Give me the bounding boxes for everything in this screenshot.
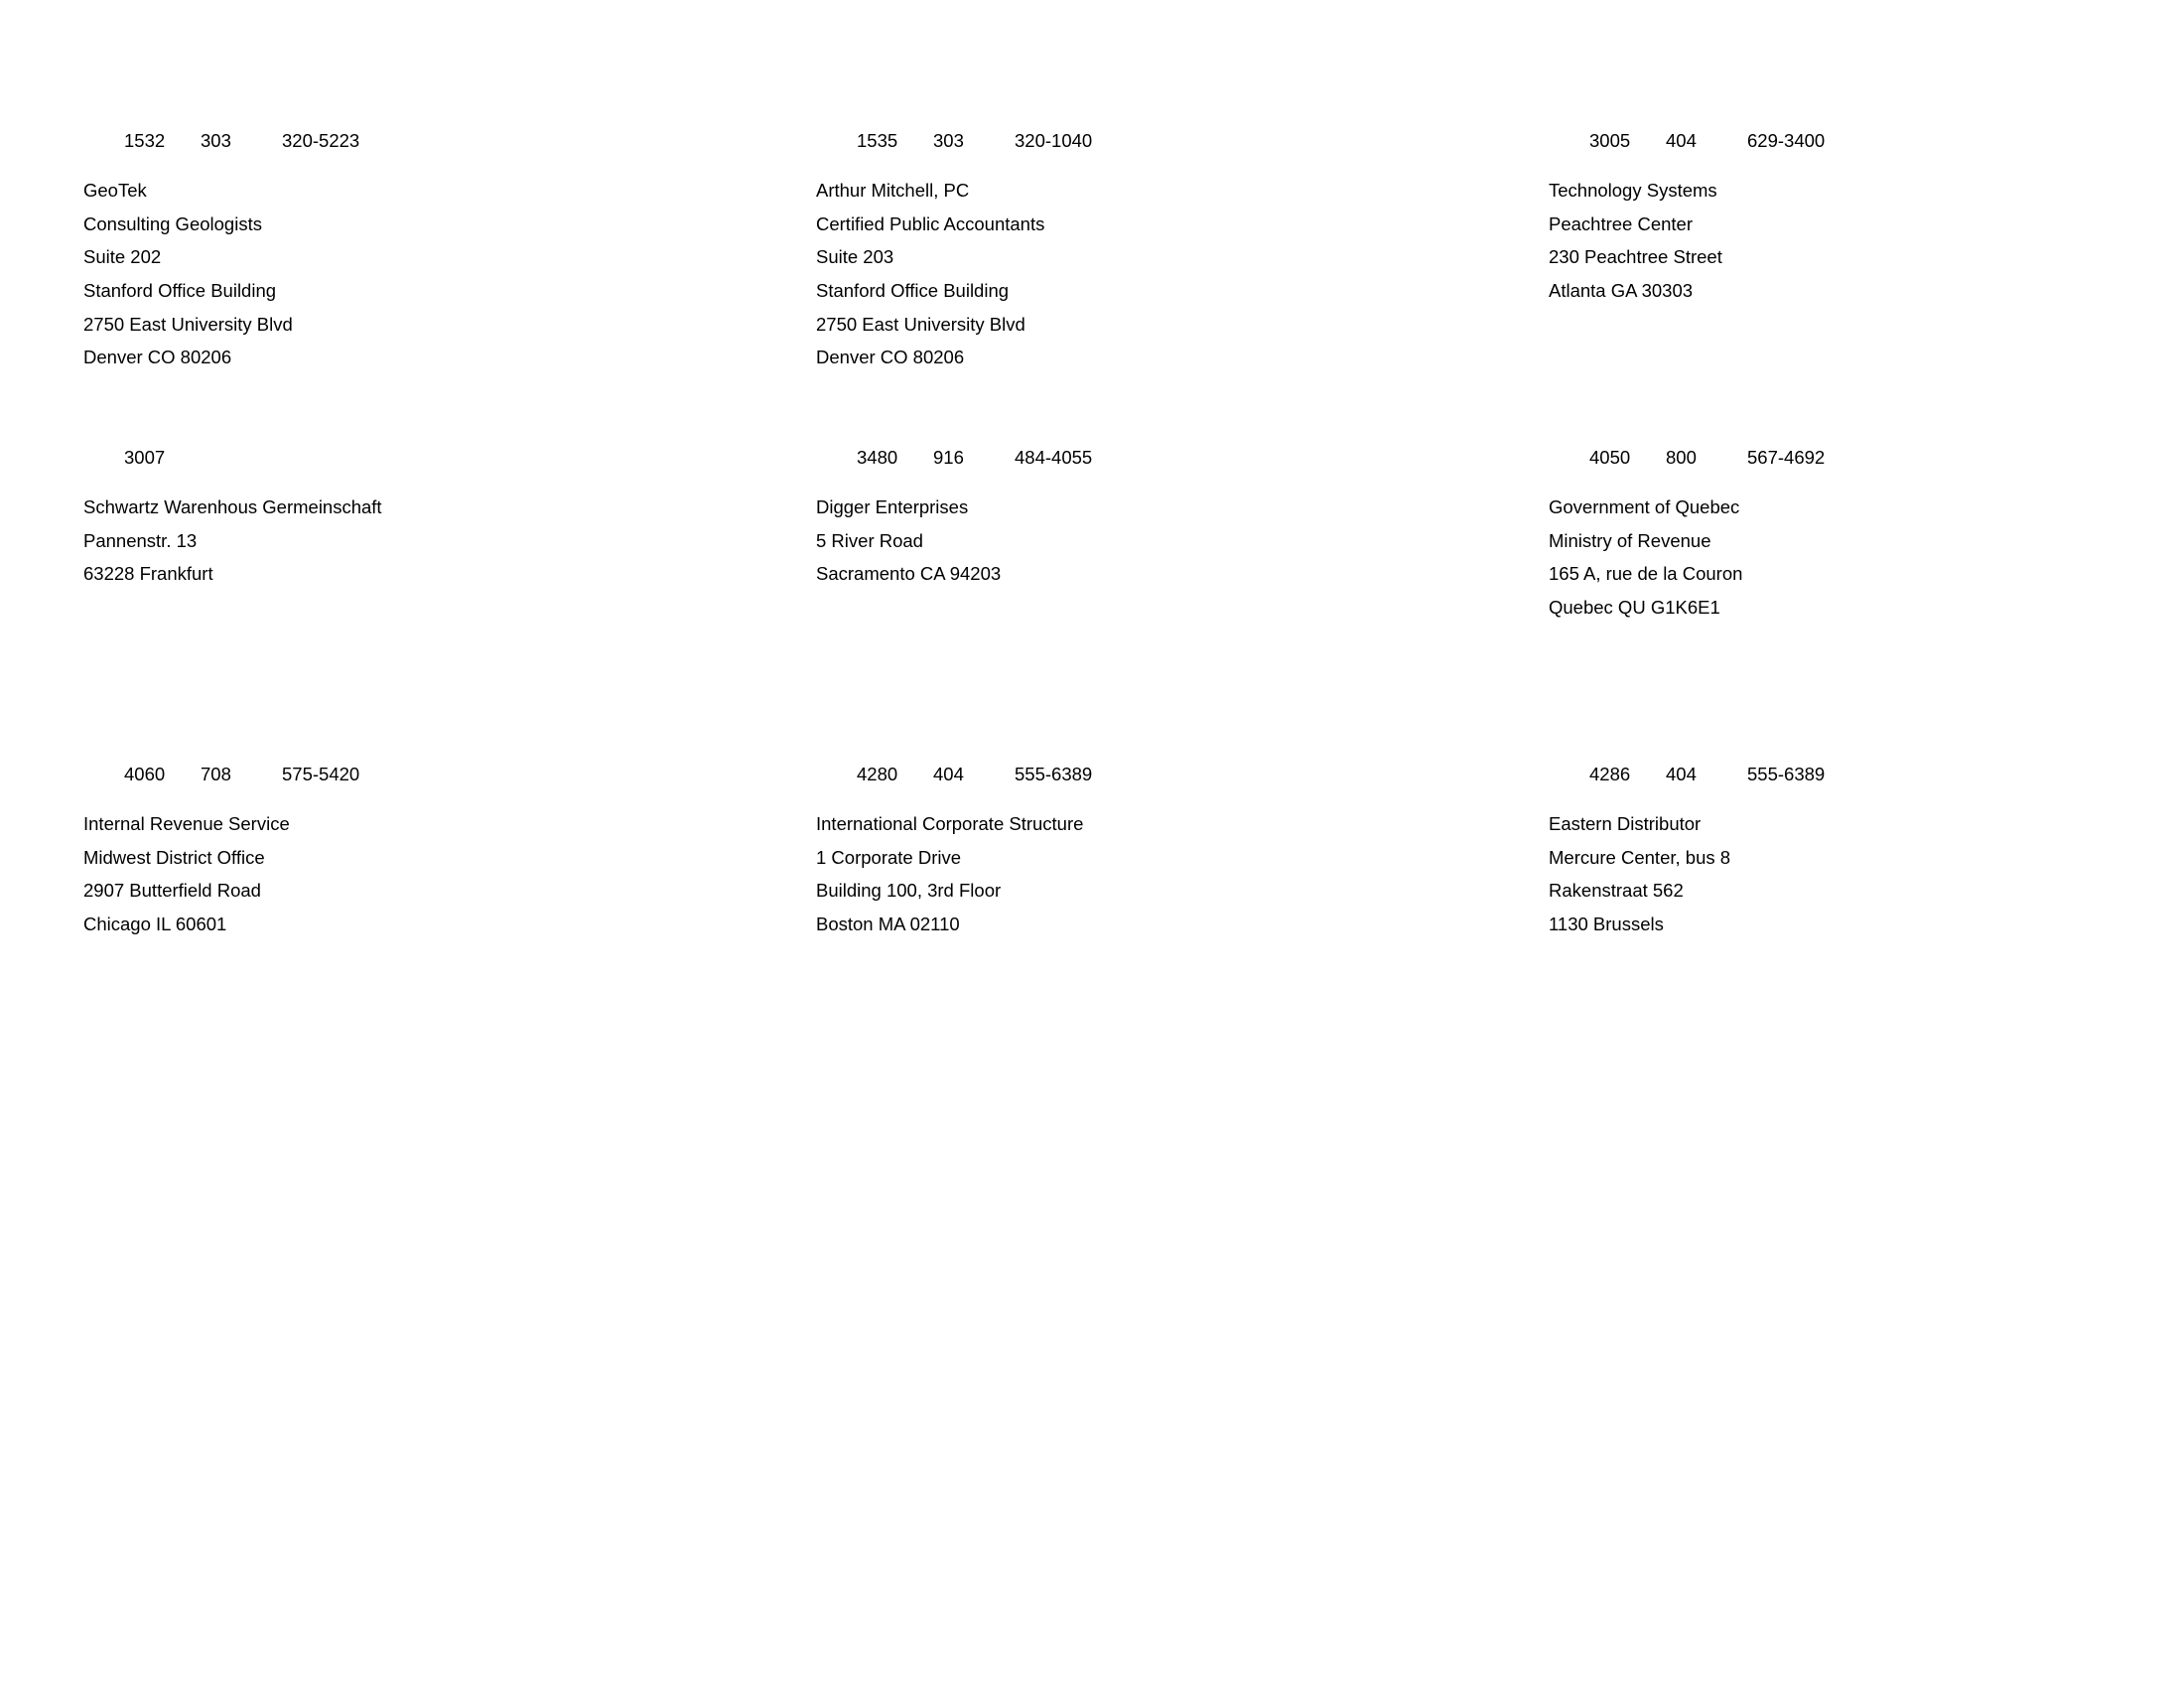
- account-number: 4280: [857, 764, 898, 784]
- address-line: Digger Enterprises: [816, 496, 969, 518]
- address-line: Government of Quebec: [1549, 496, 1740, 518]
- address-label: [1549, 758, 2184, 1008]
- phone-number: 484-4055: [1015, 447, 1093, 468]
- area-code: 916: [933, 447, 964, 468]
- address-line: [1549, 941, 2184, 975]
- address-label: [83, 758, 778, 1008]
- area-code: 303: [933, 130, 964, 151]
- account-number: 3005: [1589, 130, 1631, 151]
- area-code: 303: [201, 130, 231, 151]
- address-line: [1549, 657, 2184, 691]
- phone-number: 555-6389: [1015, 764, 1093, 784]
- account-number: 4286: [1589, 764, 1631, 784]
- address-line: Sacramento CA 94203: [816, 563, 1002, 585]
- address-line: [83, 941, 778, 975]
- address-line: Stanford Office Building: [816, 279, 1010, 301]
- address-line: Suite 203: [816, 246, 894, 268]
- address-line: [1549, 308, 2184, 342]
- address-line: [816, 625, 1511, 658]
- address-line: 63228 Frankfurt: [83, 563, 213, 585]
- area-code: 404: [1666, 764, 1697, 784]
- phone-number: 320-1040: [1015, 130, 1093, 151]
- address-line: [83, 657, 778, 691]
- phone-number: 567-4692: [1747, 447, 1826, 468]
- address-line: Certified Public Accountants: [816, 212, 1045, 234]
- account-number: 3480: [857, 447, 898, 468]
- label-header: [83, 441, 778, 475]
- address-line: Ministry of Revenue: [1549, 529, 1711, 551]
- phone-number: 575-5420: [282, 764, 360, 784]
- phone-number: 555-6389: [1747, 764, 1826, 784]
- address-line: Internal Revenue Service: [83, 813, 290, 835]
- address-line: Schwartz Warenhous Germeinschaft: [83, 496, 382, 518]
- address-line: Pannenstr. 13: [83, 529, 198, 551]
- account-number: 1532: [124, 130, 166, 151]
- address-label: [816, 124, 1511, 374]
- phone-number: 320-5223: [282, 130, 360, 151]
- address-line: Atlanta GA 30303: [1549, 279, 1694, 301]
- address-line: 2750 East University Blvd: [816, 313, 1025, 335]
- address-line: [816, 657, 1511, 691]
- label-header: [816, 124, 1511, 158]
- phone-number: 629-3400: [1747, 130, 1826, 151]
- address-line: 230 Peachtree Street: [1549, 246, 1722, 268]
- address-line: [1549, 625, 2184, 658]
- address-label: [816, 441, 1511, 691]
- address-line: Quebec QU G1K6E1: [1549, 596, 1720, 618]
- address-label: [1549, 124, 2184, 374]
- address-label: [83, 124, 778, 374]
- address-line: Midwest District Office: [83, 846, 265, 868]
- address-label: [816, 758, 1511, 1008]
- address-line: Peachtree Center: [1549, 212, 1694, 234]
- address-line: Technology Systems: [1549, 180, 1717, 202]
- address-line: Arthur Mitchell, PC: [816, 180, 970, 202]
- address-label: [83, 441, 778, 691]
- address-line: [816, 974, 1511, 1008]
- address-line: Boston MA 02110: [816, 913, 960, 934]
- address-line: 2907 Butterfield Road: [83, 880, 261, 902]
- address-line: Denver CO 80206: [816, 347, 965, 368]
- address-line: 165 A, rue de la Couron: [1549, 563, 1743, 585]
- label-header: [1549, 441, 2184, 475]
- address-line: [1549, 974, 2184, 1008]
- area-code: 404: [933, 764, 964, 784]
- account-number: 4050: [1589, 447, 1631, 468]
- account-number: 3007: [124, 447, 166, 468]
- address-line: [1549, 341, 2184, 374]
- address-line: International Corporate Structure: [816, 813, 1084, 835]
- address-line: Denver CO 80206: [83, 347, 232, 368]
- address-line: GeoTek: [83, 180, 147, 202]
- label-header: [816, 441, 1511, 475]
- address-line: Stanford Office Building: [83, 279, 277, 301]
- area-code: 800: [1666, 447, 1697, 468]
- label-header: [1549, 758, 2184, 791]
- address-line: Rakenstraat 562: [1549, 880, 1684, 902]
- address-line: 1 Corporate Drive: [816, 846, 962, 868]
- area-code: 404: [1666, 130, 1697, 151]
- address-line: 5 River Road: [816, 529, 923, 551]
- area-code: 708: [201, 764, 231, 784]
- address-line: [83, 625, 778, 658]
- address-line: [816, 591, 1511, 625]
- address-line: [816, 941, 1511, 975]
- address-line: Suite 202: [83, 246, 162, 268]
- address-line: Eastern Distributor: [1549, 813, 1702, 835]
- address-line: 2750 East University Blvd: [83, 313, 293, 335]
- address-line: [83, 591, 778, 625]
- address-line: Mercure Center, bus 8: [1549, 846, 1731, 868]
- address-line: Consulting Geologists: [83, 212, 262, 234]
- address-line: 1130 Brussels: [1549, 913, 1664, 934]
- account-number: 1535: [857, 130, 898, 151]
- address-line: Chicago IL 60601: [83, 913, 227, 934]
- address-label: [1549, 441, 2184, 691]
- label-header: [83, 124, 778, 158]
- address-line: [83, 974, 778, 1008]
- label-header: [816, 758, 1511, 791]
- account-number: 4060: [124, 764, 166, 784]
- label-header: [83, 758, 778, 791]
- address-line: Building 100, 3rd Floor: [816, 880, 1002, 902]
- label-header: [1549, 124, 2184, 158]
